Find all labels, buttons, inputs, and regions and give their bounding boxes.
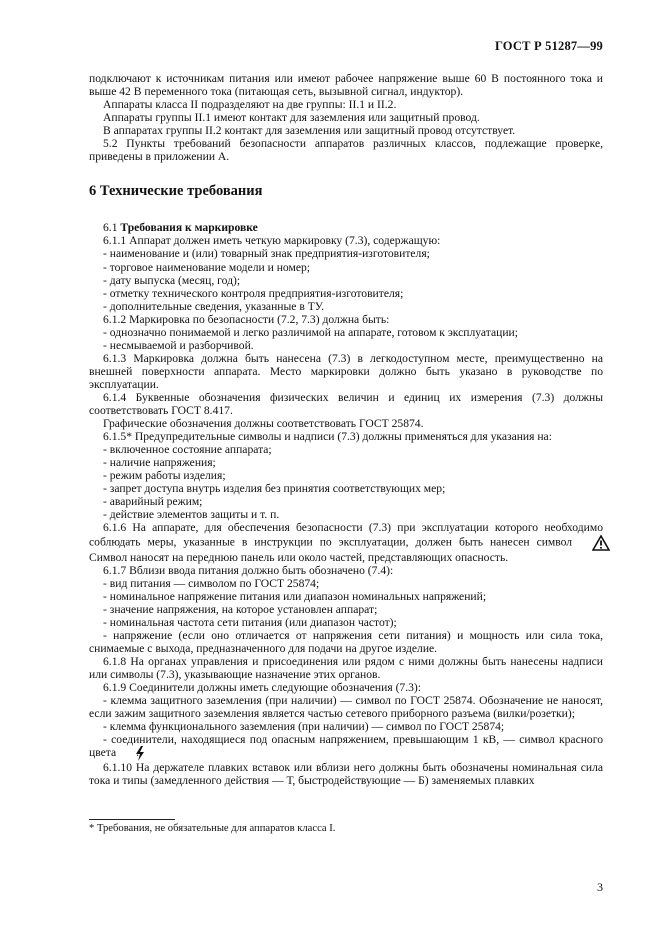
list-item: - включенное состояние аппарата; xyxy=(103,443,272,457)
paragraph: 6.1.3 Маркировка должна быть нанесена (7.3) в легкодоступном месте, преимущественно на внешней поверхности аппарата. Место маркировки должно быть указано в руководстве по эксплуатации. xyxy=(89,351,603,391)
footnote-divider xyxy=(89,819,175,820)
paragraph: 6.1.1 Аппарат должен иметь четкую маркировку (7.3), содержащую: xyxy=(103,234,441,248)
paragraph: 5.2 Пункты требований безопасности аппаратов различных классов, подлежащие проверке, приведены в приложении А. xyxy=(89,137,603,164)
paragraph: 6.1.7 Вблизи ввода питания должно быть обозначено (7.4): xyxy=(103,563,394,577)
list-item: - напряжение (если оно отличается от напряжения сети питания) и мощность или сила тока, снимаемые с выхода, предназначенного для подачи на другое изделие. xyxy=(89,628,603,655)
paragraph: 6.1.10 На держателе плавких вставок или вблизи него должны быть обозначены номинальная сила тока и типы (замедленного действия — Т, быстродействующие — Б) заменяемых плавких xyxy=(89,761,603,788)
list-item: - однозначно понимаемой и легко различимой на аппарате, готовом к эксплуатации; xyxy=(103,325,518,339)
list-item: - запрет доступа внутрь изделия без принятия соответствующих мер; xyxy=(103,482,446,496)
list-item-text: - соединители, находящиеся под опасным напряжением, превышающим 1 кВ, — символ красного цвета xyxy=(89,733,603,760)
list-item: - наличие напряжения; xyxy=(103,456,216,470)
list-item: - вид питания — символом по ГОСТ 25874; xyxy=(103,576,320,590)
paragraph: 6.1.4 Буквенные обозначения физических величин и единиц их измерения (7.3) должны соответствовать ГОСТ 8.417. xyxy=(89,390,603,418)
subsection-heading xyxy=(89,221,603,234)
paragraph: Графические обозначения должны соответствовать ГОСТ 25874. xyxy=(103,417,424,431)
list-item: - дополнительные сведения, указанные в ТУ. xyxy=(103,299,324,313)
subsection-number: 6.1 xyxy=(103,221,118,235)
list-item: - действие элементов защиты и т. п. xyxy=(103,508,280,522)
list-item: - клемма защитного заземления (при наличии) — символ по ГОСТ 25874. Обозначение не наносят, если зажим защитного заземления является частью сетевого приборного разъема (вилки/розетки); xyxy=(89,694,603,721)
document-code-header: ГОСТ Р 51287—99 xyxy=(494,39,603,53)
paragraph: В аппаратах группы II.2 контакт для заземления или защитный провод отсутствует. xyxy=(103,124,516,138)
list-item: - значение напряжения, на которое установлен аппарат; xyxy=(103,602,378,616)
page-number: 3 xyxy=(597,880,603,894)
paragraph-text: 6.1.6 На аппарате, для обеспечения безопасности (7.3) при эксплуатации которого необходимо соблюдать меры, указанные в инструкции по эксплуатации, должен быть нанесен символ xyxy=(89,521,603,549)
paragraph: Аппараты класса II подразделяют на две группы: II.1 и II.2. xyxy=(103,98,397,112)
paragraph-text: . Символ наносят на переднюю панель или около частей, представляющих опасность. xyxy=(89,535,603,564)
list-item: - аварийный режим; xyxy=(103,495,203,509)
list-item: - номинальное напряжение питания или диапазон номинальных напряжений; xyxy=(103,589,487,603)
footnote: * Требования, не обязательные для аппаратов класса I. xyxy=(89,823,336,834)
page-body xyxy=(89,72,603,787)
paragraph: Аппараты группы II.1 имеют контакт для заземления или защитный провод. xyxy=(103,111,480,125)
paragraph: подключают к источникам питания или имеют рабочее напряжение выше 60 В постоянного тока и выше 42 В переменного тока (питающая сеть, вызывной сигнал, индуктор). xyxy=(89,72,603,99)
list-item: - номинальная частота сети питания (или диапазон частот); xyxy=(103,615,397,629)
section-title: 6 Технические требования xyxy=(89,183,263,200)
subsection-title: Требования к маркировке xyxy=(120,221,258,235)
list-item: - торговое наименование модели и номер; xyxy=(103,260,310,274)
list-item: - наименование и (или) товарный знак предприятия-изготовителя; xyxy=(103,247,430,261)
list-item: - отметку технического контроля предприятия-изготовителя; xyxy=(103,286,404,300)
list-item: - дату выпуска (месяц, год); xyxy=(103,273,241,287)
list-item xyxy=(89,733,603,761)
paragraph: 6.1.9 Соединители должны иметь следующие обозначения (7.3): xyxy=(103,680,422,694)
lightning-bolt-icon xyxy=(120,746,132,761)
list-item: - несмываемой и разборчивой. xyxy=(103,338,254,352)
paragraph: 6.1.5* Предупредительные символы и надписи (7.3) должны применяться для указания на: xyxy=(103,430,552,444)
paragraph: 6.1.8 На органах управления и присоединения или рядом с ними должны быть нанесены надписи или символы (7.3), указывающие назначение этих органов. xyxy=(89,654,603,681)
paragraph xyxy=(89,521,603,563)
warning-triangle-icon xyxy=(578,535,596,551)
paragraph: 6.1.2 Маркировка по безопасности (7.2, 7.3) должна быть: xyxy=(103,312,390,326)
list-item-text: . xyxy=(136,746,140,760)
list-item: - клемма функционального заземления (при наличии) — символ по ГОСТ 25874; xyxy=(103,720,505,734)
list-item: - режим работы изделия; xyxy=(103,469,226,483)
